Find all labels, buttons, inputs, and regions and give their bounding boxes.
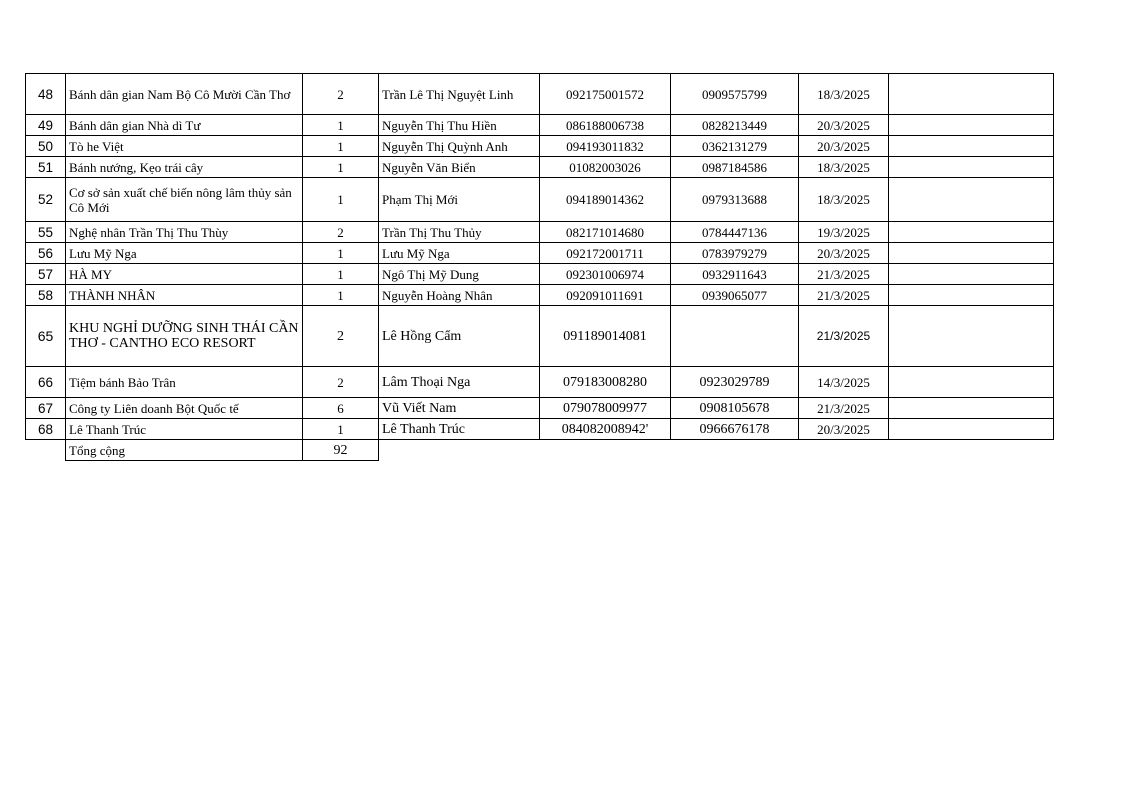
note-cell [889, 398, 1054, 419]
table-row [26, 243, 1054, 264]
total-quantity: 92 [303, 440, 379, 461]
registration-date: 21/3/2025 [799, 285, 889, 306]
quantity: 2 [303, 306, 379, 367]
phone-number: 0783979279 [671, 243, 799, 264]
row-number: 66 [26, 367, 66, 398]
table-row [26, 157, 1054, 178]
registration-date: 21/3/2025 [799, 264, 889, 285]
note-cell [889, 222, 1054, 243]
row-number: 68 [26, 419, 66, 440]
row-number: 49 [26, 115, 66, 136]
id-number: 094189014362 [540, 178, 671, 222]
table-body [26, 74, 1054, 461]
phone-number: 0909575799 [671, 74, 799, 115]
representative-name: Lê Hồng Cẩm [379, 306, 540, 367]
note-cell [889, 264, 1054, 285]
note-cell [889, 243, 1054, 264]
quantity: 1 [303, 178, 379, 222]
business-name: Cơ sở sản xuất chế biến nông lâm thủy sản Cô Mới [66, 178, 303, 222]
business-name: Nghệ nhân Trần Thị Thu Thùy [66, 222, 303, 243]
representative-name: Trần Thị Thu Thủy [379, 222, 540, 243]
row-number: 57 [26, 264, 66, 285]
registration-date: 20/3/2025 [799, 115, 889, 136]
id-number: 01082003026 [540, 157, 671, 178]
business-name: Tò he Việt [66, 136, 303, 157]
registration-table [25, 73, 1054, 461]
quantity: 2 [303, 222, 379, 243]
blank-cell [379, 440, 540, 461]
registration-date: 20/3/2025 [799, 419, 889, 440]
quantity: 1 [303, 115, 379, 136]
note-cell [889, 136, 1054, 157]
phone-number: 0966676178 [671, 419, 799, 440]
id-number: 092091011691 [540, 285, 671, 306]
row-number: 58 [26, 285, 66, 306]
registration-date: 18/3/2025 [799, 74, 889, 115]
representative-name: Ngô Thị Mỹ Dung [379, 264, 540, 285]
id-number: 092175001572 [540, 74, 671, 115]
quantity: 1 [303, 157, 379, 178]
registration-date: 19/3/2025 [799, 222, 889, 243]
table-row [26, 74, 1054, 115]
id-number: 082171014680 [540, 222, 671, 243]
business-name: Bánh dân gian Nhà dì Tư [66, 115, 303, 136]
registration-date: 21/3/2025 [799, 306, 889, 367]
row-number: 48 [26, 74, 66, 115]
table-row [26, 419, 1054, 440]
business-name: THÀNH NHÂN [66, 285, 303, 306]
business-name: Bánh dân gian Nam Bộ Cô Mười Cần Thơ [66, 74, 303, 115]
phone-number: 0784447136 [671, 222, 799, 243]
quantity: 2 [303, 74, 379, 115]
business-name: Công ty Liên doanh Bột Quốc tế [66, 398, 303, 419]
phone-number: 0828213449 [671, 115, 799, 136]
representative-name: Vũ Viết Nam [379, 398, 540, 419]
phone-number: 0923029789 [671, 367, 799, 398]
representative-name: Nguyễn Thị Thu Hiền [379, 115, 540, 136]
phone-number: 0987184586 [671, 157, 799, 178]
note-cell [889, 306, 1054, 367]
registration-date: 20/3/2025 [799, 136, 889, 157]
table-row [26, 306, 1054, 367]
note-cell [889, 157, 1054, 178]
row-number: 50 [26, 136, 66, 157]
row-number: 55 [26, 222, 66, 243]
total-label: Tổng cộng [66, 440, 303, 461]
phone-number [671, 306, 799, 367]
blank-cell [799, 440, 889, 461]
table-row [26, 136, 1054, 157]
representative-name: Lâm Thoại Nga [379, 367, 540, 398]
registration-date: 21/3/2025 [799, 398, 889, 419]
representative-name: Nguyễn Văn Biển [379, 157, 540, 178]
phone-number: 0979313688 [671, 178, 799, 222]
total-row [26, 440, 1054, 461]
blank-cell [889, 440, 1054, 461]
table-row [26, 285, 1054, 306]
quantity: 1 [303, 419, 379, 440]
blank-cell [26, 440, 66, 461]
note-cell [889, 74, 1054, 115]
id-number: 092301006974 [540, 264, 671, 285]
representative-name: Trần Lê Thị Nguyệt Linh [379, 74, 540, 115]
id-number: 091189014081 [540, 306, 671, 367]
registration-date: 18/3/2025 [799, 157, 889, 178]
quantity: 1 [303, 243, 379, 264]
representative-name: Lưu Mỹ Nga [379, 243, 540, 264]
table-row [26, 398, 1054, 419]
quantity: 1 [303, 136, 379, 157]
table-row [26, 367, 1054, 398]
quantity: 1 [303, 264, 379, 285]
registration-date: 14/3/2025 [799, 367, 889, 398]
row-number: 67 [26, 398, 66, 419]
representative-name: Lê Thanh Trúc [379, 419, 540, 440]
table-row [26, 222, 1054, 243]
phone-number: 0908105678 [671, 398, 799, 419]
blank-cell [540, 440, 671, 461]
registration-date: 20/3/2025 [799, 243, 889, 264]
note-cell [889, 367, 1054, 398]
id-number: 094193011832 [540, 136, 671, 157]
id-number: 084082008942' [540, 419, 671, 440]
row-number: 56 [26, 243, 66, 264]
business-name: Bánh nướng, Kẹo trái cây [66, 157, 303, 178]
business-name: Lê Thanh Trúc [66, 419, 303, 440]
phone-number: 0932911643 [671, 264, 799, 285]
business-name: Lưu Mỹ Nga [66, 243, 303, 264]
table-row [26, 264, 1054, 285]
id-number: 092172001711 [540, 243, 671, 264]
row-number: 52 [26, 178, 66, 222]
id-number: 079078009977 [540, 398, 671, 419]
note-cell [889, 178, 1054, 222]
representative-name: Phạm Thị Mới [379, 178, 540, 222]
quantity: 1 [303, 285, 379, 306]
row-number: 65 [26, 306, 66, 367]
quantity: 2 [303, 367, 379, 398]
note-cell [889, 419, 1054, 440]
note-cell [889, 115, 1054, 136]
quantity: 6 [303, 398, 379, 419]
id-number: 079183008280 [540, 367, 671, 398]
business-name: HÀ MY [66, 264, 303, 285]
business-name: Tiệm bánh Bảo Trân [66, 367, 303, 398]
phone-number: 0939065077 [671, 285, 799, 306]
id-number: 086188006738 [540, 115, 671, 136]
table-row [26, 178, 1054, 222]
row-number: 51 [26, 157, 66, 178]
business-name: KHU NGHỈ DƯỠNG SINH THÁI CẦN THƠ - CANTHO ECO RESORT [66, 306, 303, 367]
blank-cell [671, 440, 799, 461]
table-row [26, 115, 1054, 136]
note-cell [889, 285, 1054, 306]
phone-number: 0362131279 [671, 136, 799, 157]
registration-date: 18/3/2025 [799, 178, 889, 222]
representative-name: Nguyễn Thị Quỳnh Anh [379, 136, 540, 157]
representative-name: Nguyễn Hoàng Nhân [379, 285, 540, 306]
